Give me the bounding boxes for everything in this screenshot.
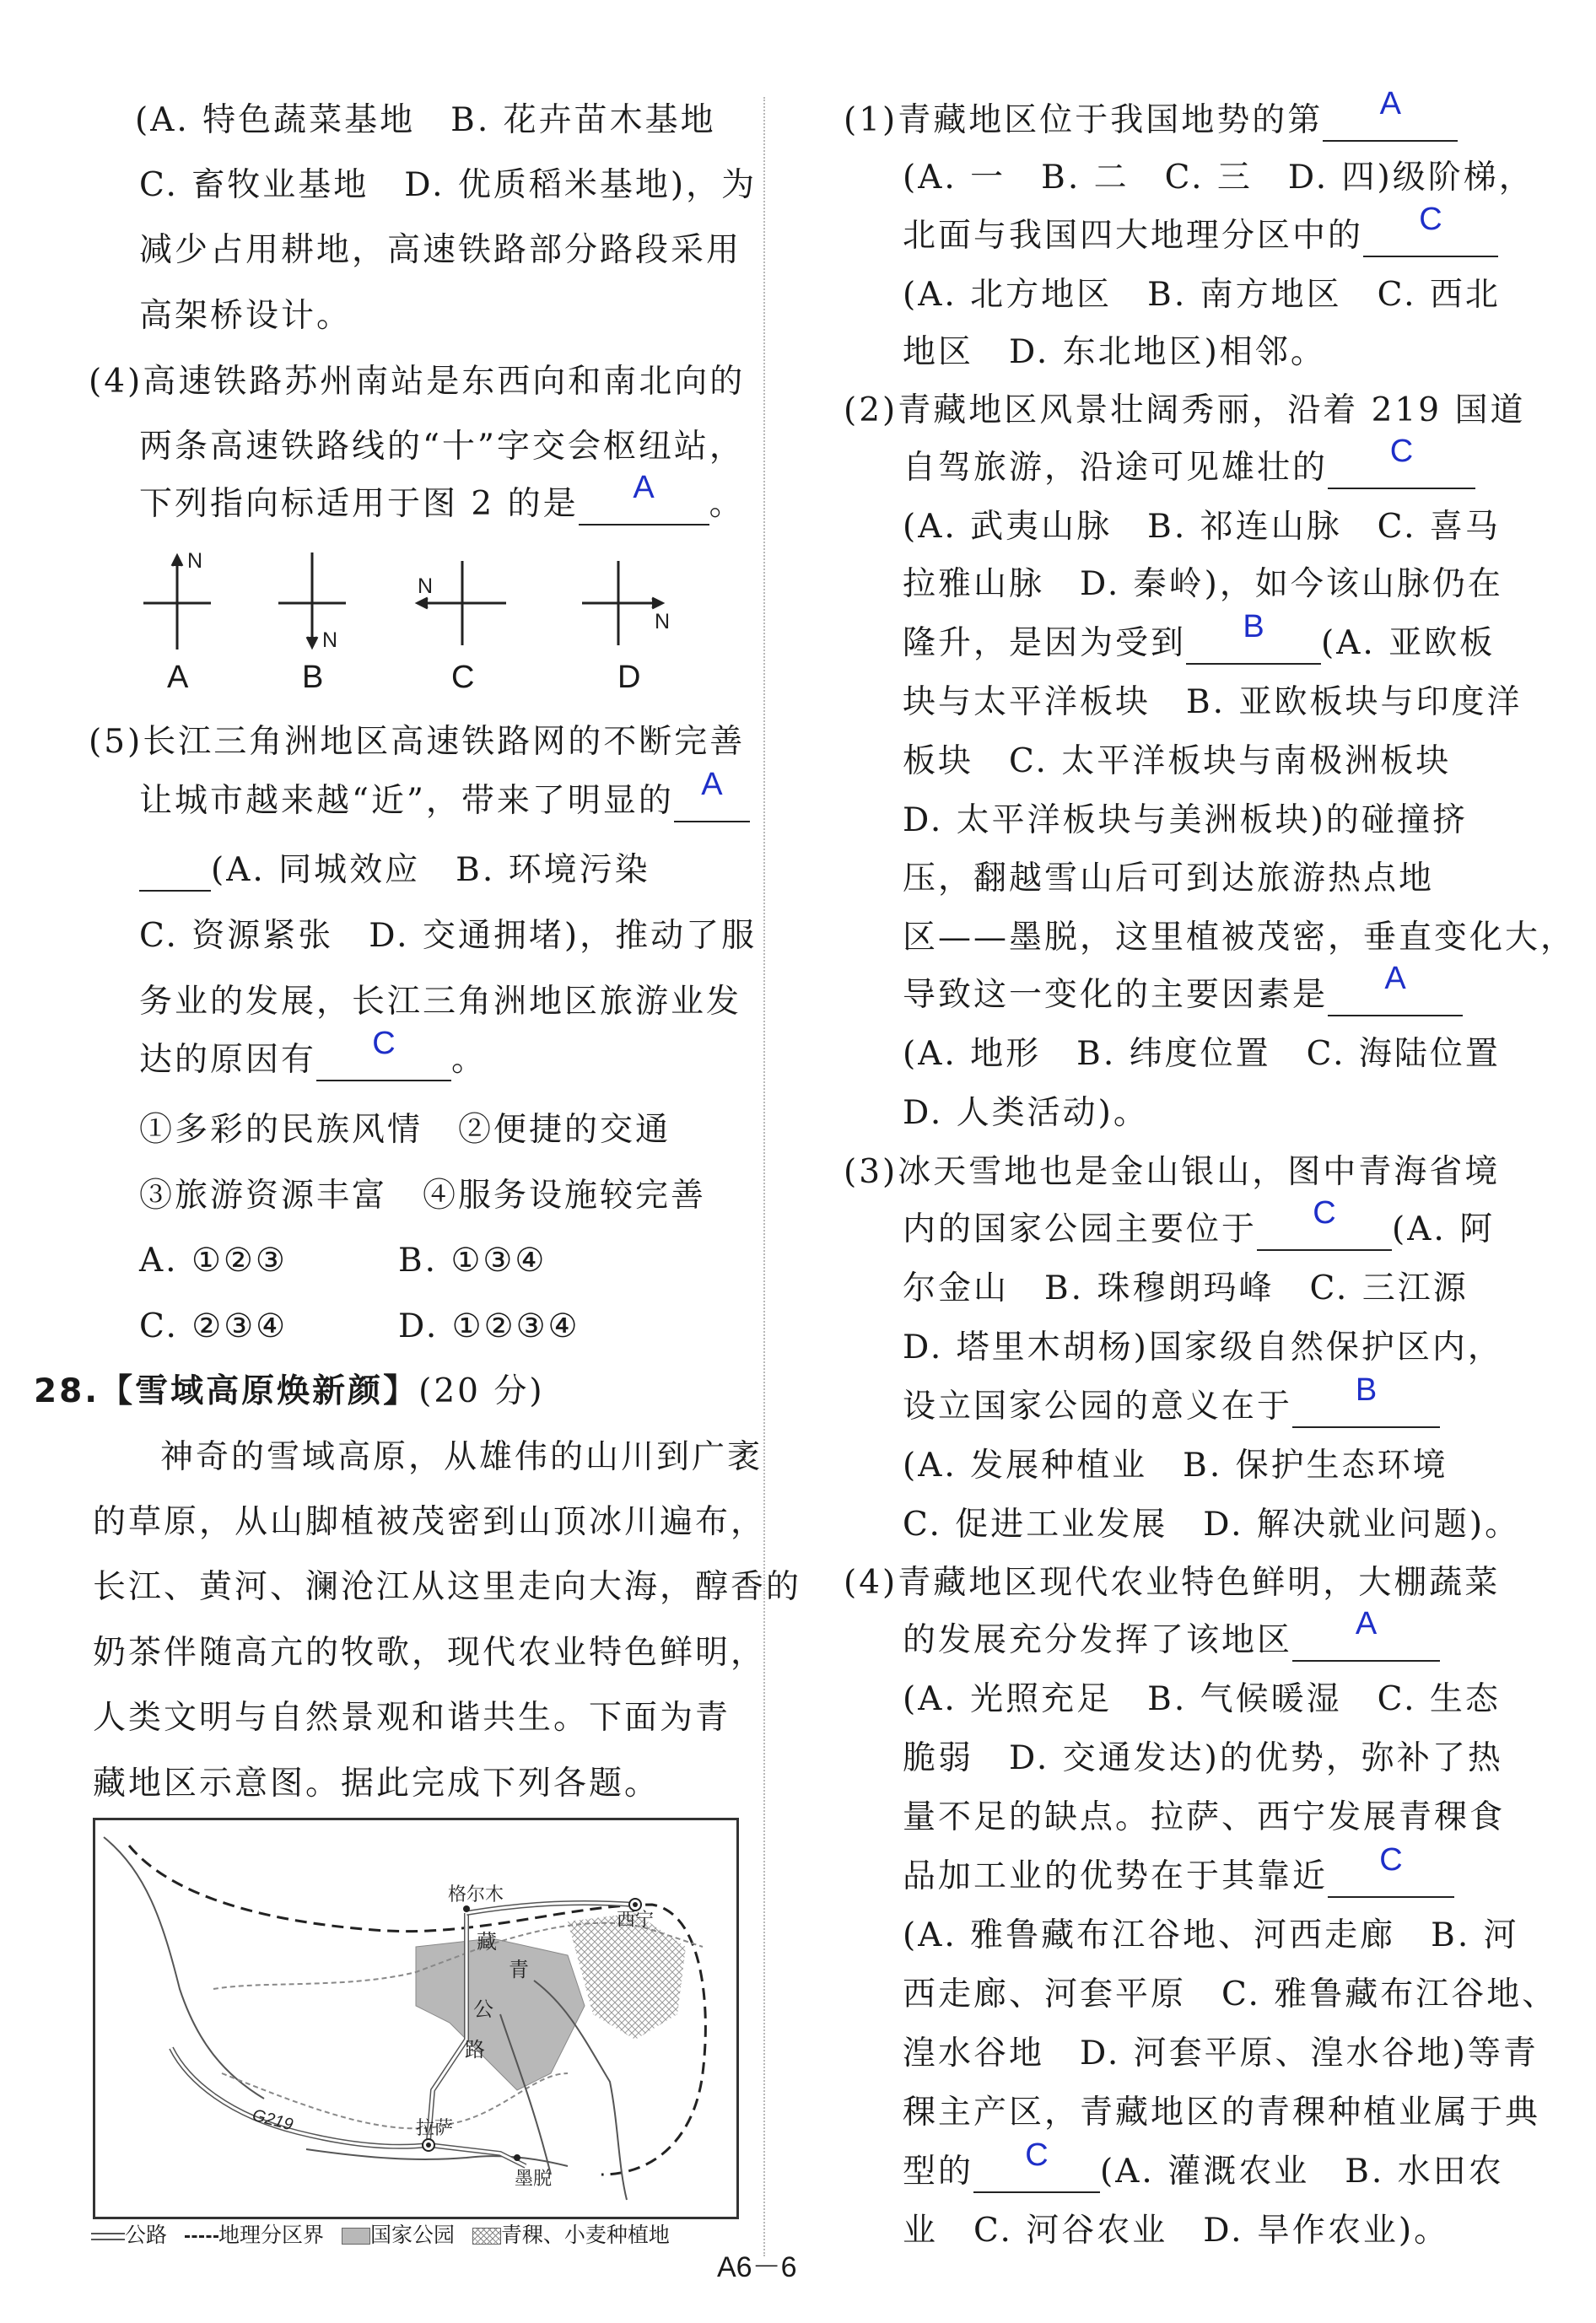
text-line: 让城市越来越“近”，带来了明显的 A: [139, 780, 750, 822]
text-line: 湟水谷地 D. 河套平原、湟水谷地)等青: [903, 2035, 1539, 2072]
sub-question-2: (2)青藏地区风景壮阔秀丽，沿着 219 国道: [844, 391, 1526, 429]
column-divider: [763, 97, 765, 2256]
medog-label: 墨脱: [515, 2169, 553, 2190]
text-line: C. 促进工业发展 D. 解决就业问题)。: [903, 1506, 1521, 1544]
medog-marker: [514, 2154, 520, 2161]
map-drawing: [95, 1820, 736, 2217]
question-28-header: 28.【雪域高原焕新颜】(20 分): [34, 1372, 545, 1410]
qinghai-tibet-map: [93, 1818, 739, 2219]
g219-label: G219: [250, 2105, 295, 2135]
text-line: 地区 D. 东北地区)相邻。: [903, 333, 1326, 371]
answer-blank: C: [1328, 449, 1475, 489]
sub-question-1: (1)青藏地区位于我国地势的第 A: [844, 100, 1458, 142]
answer-blank: C: [1328, 1857, 1454, 1898]
text-line: 高架桥设计。: [139, 297, 353, 335]
answer-blank: A: [1323, 101, 1458, 142]
answer-blank: A: [674, 782, 750, 822]
text-line: 自驾旅游，沿途可见雄壮的 C: [903, 447, 1475, 489]
intro-text: 神奇的雪域高原，从雄伟的山川到广袤: [160, 1438, 763, 1476]
text-line: (A. 地形 B. 纬度位置 C. 海陆位置: [903, 1035, 1501, 1073]
choice-A: A. ①②③: [139, 1242, 288, 1280]
text-line: 量不足的缺点。拉萨、西宁发展青稞食: [903, 1798, 1506, 1836]
text-line: 块与太平洋板块 B. 亚欧板块与印度洋: [903, 683, 1523, 721]
text-line: 区——墨脱，这里植被茂密，垂直变化大，: [903, 919, 1577, 957]
text-line: D. 太平洋板块与美洲板块)的碰撞挤: [903, 801, 1468, 839]
text-line: 北面与我国四大地理分区中的 C: [903, 215, 1498, 257]
compass-D-north-label: N: [655, 610, 671, 633]
sub-question-4: (4)青藏地区现代农业特色鲜明，大棚蔬菜: [844, 1564, 1501, 1602]
text-line: (A. 特色蔬菜基地 B. 花卉苗木基地: [135, 101, 716, 139]
text-line: (A. 雅鲁藏布江谷地、河西走廊 B. 河: [903, 1916, 1519, 1954]
text-line: 型的 C (A. 灌溉农业 B. 水田农: [903, 2151, 1504, 2193]
text-line: 稞主产区，青藏地区的青稞种植业属于典: [903, 2094, 1541, 2132]
question-5: (5)长江三角洲地区高速铁路网的不断完善: [89, 723, 746, 761]
compass-A-label: A: [167, 660, 189, 695]
choice-B: B. ①③④: [398, 1242, 547, 1280]
compass-B-north-label: N: [322, 628, 338, 652]
intro-text: 的草原，从山脚植被茂密到山顶冰川遍布，: [93, 1503, 767, 1541]
text-line: 品加工业的优势在于其靠近 C: [903, 1856, 1454, 1898]
question-4: (4)高速铁路苏州南站是东西向和南北向的: [89, 363, 746, 401]
text-line: 达的原因有 C 。: [139, 1039, 487, 1081]
text-line: 隆升，是因为受到 B (A. 亚欧板: [903, 623, 1495, 665]
text-line: C. 畜牧业基地 D. 优质稻米基地)，为: [139, 166, 758, 204]
text-line: 两条高速铁路线的“十”字交会枢纽站，: [139, 428, 745, 466]
text-line: 减少占用耕地，高速铁路部分路段采用: [139, 231, 742, 269]
intro-text: 藏地区示意图。据此完成下列各题。: [93, 1765, 661, 1803]
page-number: A6－6: [717, 2251, 797, 2283]
compass-A-north-label: N: [187, 549, 203, 573]
text-line: (A. 一 B. 二 C. 三 D. 四)级阶梯，: [903, 159, 1534, 197]
text-line: 拉雅山脉 D. 秦岭)，如今该山脉仍在: [903, 565, 1503, 603]
intro-text: 奶茶伴随高亢的牧歌，现代农业特色鲜明，: [93, 1634, 767, 1672]
choice-C: C. ②③④: [139, 1307, 288, 1345]
choice-D: D. ①②③④: [398, 1307, 580, 1345]
text-line: D. 人类活动)。: [903, 1094, 1149, 1132]
outline-west: [104, 1837, 264, 2099]
text-line: 板块 C. 太平洋板块与南极洲板块: [903, 742, 1452, 780]
compass-C-north-label: N: [418, 574, 434, 598]
text-line: (A. 武夷山脉 B. 祁连山脉 C. 喜马: [903, 508, 1501, 546]
text-line: 导致这一变化的主要因素是 A: [903, 974, 1463, 1016]
text-line: 尔金山 B. 珠穆朗玛峰 C. 三江源: [903, 1269, 1469, 1307]
text-line: 内的国家公园主要位于 C (A. 阿: [903, 1209, 1495, 1251]
road-label-char: 公: [473, 1997, 493, 2021]
text-line: 的发展充分发挥了该地区 A: [903, 1620, 1440, 1662]
text-line: 下列指向标适用于图 2 的是 A 。: [139, 483, 745, 526]
answer-blank: C: [316, 1041, 451, 1081]
crop-area: [568, 1913, 686, 2040]
intro-text: 长江、黄河、澜沧江从这里走向大海，醇香的: [93, 1568, 802, 1606]
text-line: (A. 北方地区 B. 南方地区 C. 西北: [903, 276, 1501, 314]
compass-C-label: C: [451, 660, 475, 695]
road-label-char: 青: [509, 1958, 529, 1981]
compass-B-label: B: [302, 660, 324, 695]
text-line: ③旅游资源丰富 ④服务设施较完善: [139, 1177, 707, 1215]
text-line: 设立国家公园的意义在于 B: [903, 1386, 1440, 1428]
road-label-char: 路: [465, 2038, 485, 2062]
text-line: 脆弱 D. 交通发达)的优势，弥补了热: [903, 1739, 1503, 1777]
text-line: 压，翻越雪山后可到达旅游热点地: [903, 860, 1435, 897]
map-legend: 公路 地理分区界 国家公园 青稞、小麦种植地: [91, 2218, 670, 2249]
xining-label: 西宁: [617, 1910, 655, 1931]
text-line: (A. 发展种植业 B. 保护生态环境: [903, 1447, 1448, 1485]
golmud-marker: [463, 1905, 470, 1912]
golmud-label: 格尔木: [448, 1884, 504, 1905]
answer-blank-continued: [139, 851, 211, 892]
text-line: (A. 同城效应 B. 环境污染: [139, 849, 650, 892]
answer-blank: A: [579, 485, 709, 526]
compass-D-label: D: [617, 660, 641, 695]
answer-blank: C: [1363, 217, 1498, 257]
compass-C: [418, 561, 506, 645]
compass-options: [127, 544, 700, 658]
text-line: (A. 光照充足 B. 气候暖湿 C. 生态: [903, 1680, 1501, 1718]
compass-D: [582, 561, 662, 645]
text-line: ①多彩的民族风情 ②便捷的交通: [139, 1111, 671, 1149]
text-line: D. 塔里木胡杨)国家级自然保护区内，: [903, 1329, 1503, 1366]
sub-question-3: (3)冰天雪地也是金山银山，图中青海省境: [844, 1153, 1501, 1191]
answer-blank: C: [1257, 1210, 1392, 1251]
answer-blank: B: [1292, 1388, 1440, 1428]
text-line: 务业的发展，长江三角洲地区旅游业发: [139, 983, 742, 1021]
answer-blank: A: [1292, 1621, 1440, 1662]
lhasa-label: 拉萨: [416, 2118, 454, 2139]
answer-blank: C: [973, 2153, 1100, 2193]
text-line: 西走廊、河套平原 C. 雅鲁藏布江谷地、: [903, 1975, 1558, 2013]
intro-text: 人类文明与自然景观和谐共生。下面为青: [93, 1699, 731, 1737]
text-line: C. 资源紧张 D. 交通拥堵)，推动了服: [139, 917, 758, 955]
answer-blank: A: [1328, 976, 1463, 1016]
road-label-char: 藏: [477, 1930, 497, 1954]
answer-blank: B: [1186, 624, 1321, 665]
text-line: 业 C. 河谷农业 D. 旱作农业)。: [903, 2212, 1450, 2250]
